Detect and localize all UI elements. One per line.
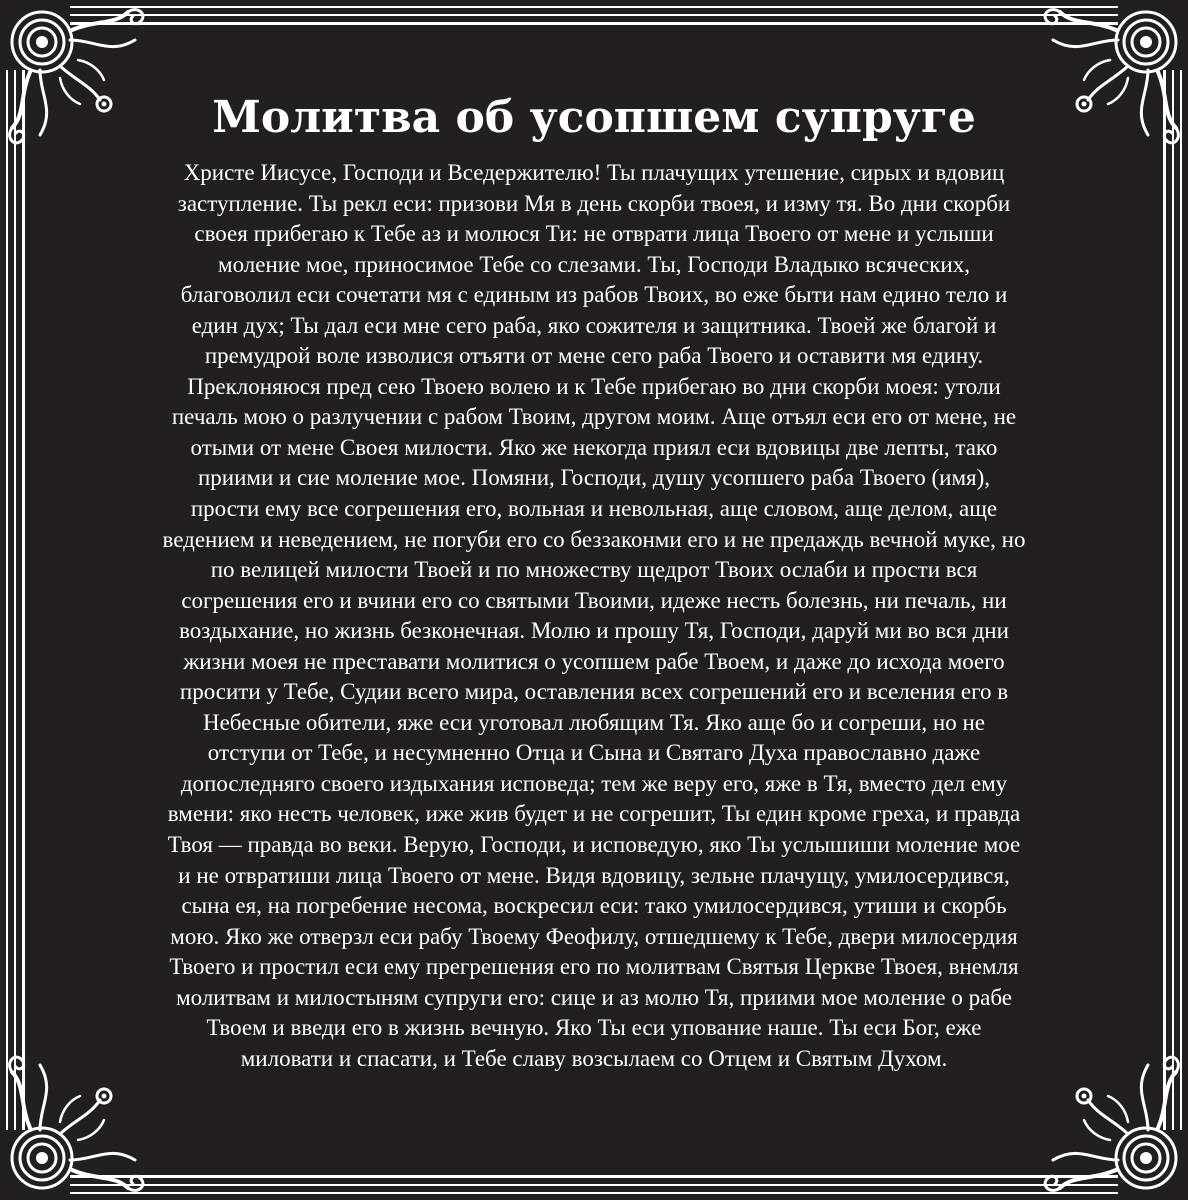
prayer-line: жизни моея не преставати молитися о усопшем рабе Твоем, и даже до исхода моего	[183, 648, 1005, 674]
prayer-line: мою. Яко же отверзл еси рабу Твоему Феофилу, отшедшему к Тебе, двери милосердия	[170, 923, 1018, 949]
prayer-line: ведением и неведением, не погуби его со беззаконми его и не предаждь вечной муке, но	[162, 526, 1026, 552]
prayer-line: сына ея, на погребение несома, воскресил еси: тако умилосердився, утиши и скорбь	[181, 893, 1007, 919]
prayer-line: отыми от мене Своея милости. Яко же некогда приял еси вдовицы две лепты, тако	[190, 434, 998, 460]
swirl-corner-ornament-icon	[0, 0, 150, 150]
prayer-line: просити у Тебе, Судии всего мира, оставления всех согрешений его и вселения его в	[179, 679, 1009, 705]
prayer-line: Твоем и введи его в жизнь вечную. Яко Ты еси упование наше. Ты еси Бог, еже	[206, 1015, 982, 1041]
prayer-line: премудрой воле изволися отъяти от мене сего раба Твоего и оставити мя едину.	[204, 343, 984, 369]
prayer-line: един дух; Ты дал еси мне сего раба, яко сожителя и защитника. Твоей же благой и	[191, 312, 997, 338]
prayer-line: отступи от Тебе, и несумненно Отца и Сына и Святаго Духа православно даже	[207, 740, 981, 766]
prayer-line: своея прибегаю к Тебе аз и молюся Ти: не отврати лица Твоего от мене и услыши	[194, 221, 994, 247]
prayer-line: заступление. Ты рекл еси: призови Мя в день скорби твоея, и изму тя. Во дни скорби	[177, 190, 1011, 216]
prayer-line: по велицей милости Твоей и по множеству щедрот Твоих ослаби и прости вся	[210, 557, 978, 583]
swirl-corner-ornament-icon	[1038, 0, 1188, 150]
prayer-line: Твоего и простил еси ему прегрешения его по молитвам Святыя Церкве Твоея, внемля	[169, 954, 1019, 980]
prayer-line: прости ему все согрешения его, вольная и невольная, аще словом, аще делом, аще	[190, 496, 998, 522]
prayer-title: Молитва об усопшем супруге	[212, 92, 976, 143]
prayer-line: Твоя — правда во веки. Верую, Господи, и исповедую, яко Ты услышиши моление мое	[167, 832, 1021, 858]
prayer-text	[110, 158, 1078, 1074]
prayer-line: приими и сие моление мое. Помяни, Господи, душу усопшего раба Твоего (имя),	[197, 465, 991, 491]
prayer-line: Небесные обители, яже еси уготовал любящим Тя. Яко аще бо и согреши, но не	[202, 709, 986, 735]
prayer-line: печаль мою о разлучении с рабом Твоим, другом моим. Аще отъял еси его от мене, не	[171, 404, 1017, 430]
prayer-line: благоволил еси сочетати мя с единым из рабов Твоих, во еже быти нам едино тело и	[180, 282, 1008, 308]
prayer-line: Преклоняюся пред сею Твоею волею и к Тебе прибегаю во дни скорби моея: утоли	[187, 373, 1001, 399]
prayer-line: согрешения его и вчини его со святыми Твоими, идеже несть болезнь, ни печаль, ни	[181, 587, 1007, 613]
prayer-line: моление мое, приносимое Тебе со слезами. Ты, Господи Владыко всяческих,	[218, 251, 970, 277]
prayer-line: воздыхание, но жизнь безконечная. Молю и прошу Тя, Господи, даруй ми во вся дни	[179, 618, 1009, 644]
prayer-line: миловати и спасати, и Тебе славу возсылаем со Отцем и Святым Духом.	[240, 1045, 948, 1071]
prayer-line: допоследняго своего издыхания исповеда; тем же веру его, яже в Тя, вместо дел ему	[180, 770, 1008, 796]
prayer-line: вмени: яко несть человек, иже жив будет и не согрешит, Ты един кроме греха, и правда	[167, 801, 1021, 827]
prayer-line: и не отвратиши лица Твоего от мене. Видя вдовицу, зельне плачущу, умилосердився,	[178, 862, 1010, 888]
prayer-line: молитвам и милостыням супруги его: сице и аз молю Тя, приими мое моление о рабе	[176, 984, 1012, 1010]
prayer-line: Христе Иисусе, Господи и Вседержителю! Ты плачущих утешение, сирых и вдовиц	[183, 160, 1005, 185]
